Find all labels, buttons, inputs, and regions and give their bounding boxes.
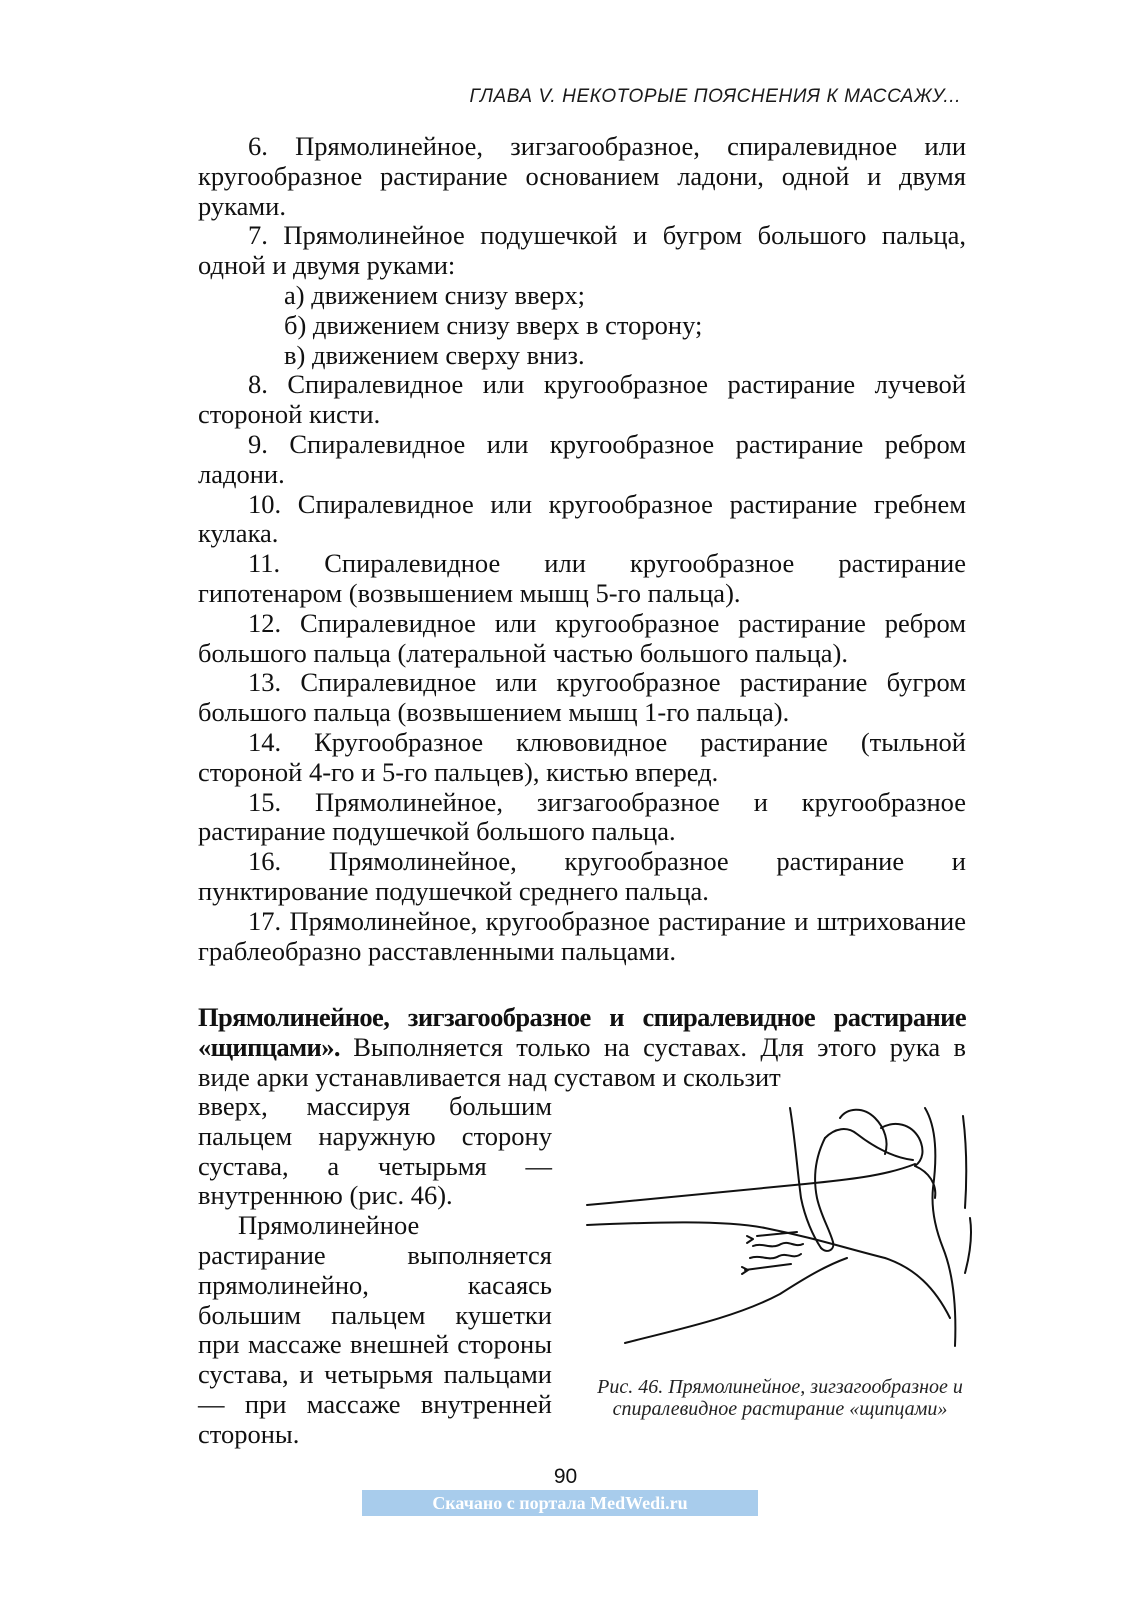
page-number: 90 [553,1465,578,1488]
list-item: 9. Спиралевидное или кругообразное растирание ребром ладони. [198,428,966,489]
list-item: 12. Спиралевидное или кругообразное растирание ребром большого пальца (латеральной частью большого пальца). [198,607,966,668]
download-watermark: Скачано с портала MedWedi.ru [362,1490,758,1516]
sub-list-item: б) движением снизу вверх в сторону; [284,309,703,340]
list-item: 7. Прямолинейное подушечкой и бугром большого пальца, одной и двумя руками: [198,220,966,281]
numbered-list [198,132,966,966]
section-heading: Прямолинейное, зигзагообразное и спиралевидное растирание «щипцами». [198,1002,966,1062]
figure-caption: Рис. 46. Прямолинейное, зигзагообразное и спиралевидное растирание «щипцами» [597,1376,963,1420]
section-lead [198,1003,966,1092]
massage-drawing [585,1098,985,1368]
figure-46-illustration [585,1098,985,1368]
list-item: 16. Прямолинейное, кругообразное растирание и пунктирование подушечкой среднего пальца. [198,846,966,906]
list-item: 14. Кругообразное клювовидное растирание (тыльной стороной 4-го и 5-го пальцев), кистью вперед. [198,726,966,787]
running-header: ГЛАВА V. НЕКОТОРЫЕ ПОЯСНЕНИЯ К МАССАЖУ... [469,86,961,107]
list-item: 13. Спиралевидное или кругообразное растирание бугром большого пальца (возвышением мышц 1-го пальца). [198,667,966,728]
section-lead-text: Выполняется только на суставах. Для этого рука в виде арки устанавливается над суставом и скользит [198,1031,966,1092]
list-item: 8. Спиралевидное или кругообразное растирание лучевой стороной кисти. [198,369,966,430]
section-paragraph [198,1003,966,1092]
column-paragraph: Прямолинейное растирание выполняется прямолинейно, касаясь большим пальцем кушетки при массаже внешней стороны сустава, и четырьмя пальцами — при массаже внутренней стороны. [198,1210,552,1449]
list-item: 10. Спиралевидное или кругообразное растирание гребнем кулака. [198,488,966,549]
column-text [198,1092,552,1450]
list-item: 6. Прямолинейное, зигзагообразное, спиралевидное или кругообразное растирание основанием ладони, одной и двумя руками. [198,131,966,221]
sub-list-item: в) движением сверху вниз. [284,339,585,370]
list-item: 17. Прямолинейное, кругообразное растирание и штрихование граблеобразно расставленными пальцами. [198,905,966,966]
list-item: 15. Прямолинейное, зигзагообразное и кругообразное растирание подушечкой большого пальца. [198,786,966,847]
list-item: 11. Спиралевидное или кругообразное растирание гипотенаром (возвышением мышц 5-го пальца). [198,548,966,608]
sub-list-item: а) движением снизу вверх; [284,279,586,310]
column-paragraph: вверх, массируя большим пальцем наружную сторону сустава, а четырьмя — внутреннюю (рис. 46). [198,1091,552,1211]
